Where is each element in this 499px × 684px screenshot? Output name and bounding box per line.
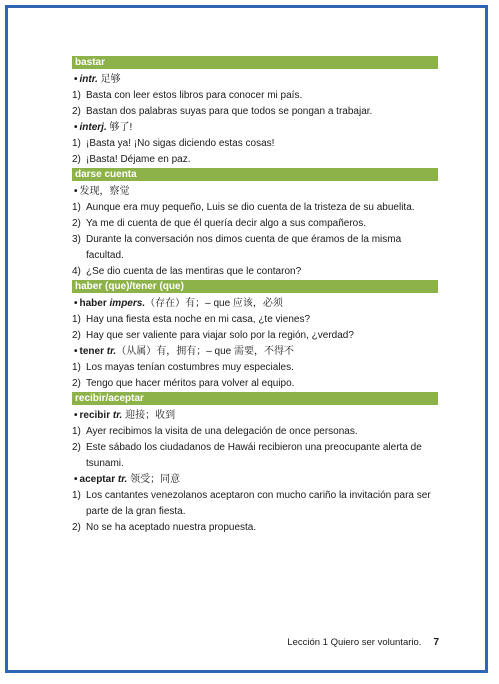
example-sentence: 1) Ayer recibimos la visita de una delegación de once personas. (72, 426, 358, 437)
example-sentence: 1) Basta con leer estos libros para conocer mi país. (72, 90, 303, 101)
example-sentence: 2) Ya me di cuenta de que él quería decir algo a sus compañeros. (72, 218, 366, 229)
example-sentence: 1) Los cantantes venezolanos aceptaron con mucho cariño la invitación para ser parte de la gran fiesta. (72, 490, 431, 517)
part-of-speech: interj. (79, 122, 107, 133)
example-sentence: 2) Tengo que hacer méritos para volver al equipo. (72, 378, 295, 389)
part-of-speech: tr. (112, 410, 123, 421)
page-number: 7 (433, 637, 439, 648)
gloss: 足够 (97, 74, 121, 85)
headword: tener (79, 346, 104, 357)
entry-heading (72, 184, 438, 200)
gloss: 领受；同意 (127, 474, 181, 485)
page-footer (287, 637, 439, 648)
bullet: • (74, 122, 78, 133)
bullet: • (74, 186, 78, 197)
gloss: 发现，察觉 (79, 186, 130, 197)
lesson-title: Lección 1 Quiero ser voluntario. (287, 637, 422, 648)
bullet: • (74, 474, 78, 485)
example-sentence: 2) Hay que ser valiente para viajar solo por la región, ¿verdad? (72, 330, 354, 341)
gloss: （从属）有，拥有；– que 需要，不得不 (116, 346, 295, 357)
gloss: 迎接；收到 (122, 410, 176, 421)
headword: aceptar (79, 474, 116, 485)
entry-heading (72, 408, 438, 424)
example-sentence: 1) Aunque era muy pequeño, Luis se dio cuenta de la tristeza de su abuelita. (72, 202, 415, 213)
section-header-recibir-aceptar: recibir/aceptar (72, 392, 438, 405)
entry-heading (72, 472, 438, 488)
part-of-speech: tr. (106, 346, 117, 357)
gloss: （存在）有；– que 应该，必须 (145, 298, 283, 309)
part-of-speech: intr. (79, 74, 98, 85)
example-sentence: 2) No se ha aceptado nuestra propuesta. (72, 522, 257, 533)
example-sentence: 1) ¡Basta ya! ¡No sigas diciendo estas cosas! (72, 138, 275, 149)
headword: recibir (79, 410, 111, 421)
headword: haber (79, 298, 107, 309)
example-sentence: 3) Durante la conversación nos dimos cuenta de que éramos de la misma facultad. (72, 234, 402, 261)
bullet: • (74, 346, 78, 357)
example-sentence: 2) ¡Basta! Déjame en paz. (72, 154, 191, 165)
section-header-bastar: bastar (72, 56, 438, 69)
gloss: 够了! (106, 122, 133, 133)
example-sentence: 4) ¿Se dio cuenta de las mentiras que le contaron? (72, 266, 302, 277)
example-sentence: 1) Los mayas tenían costumbres muy especiales. (72, 362, 294, 373)
entry-heading (72, 296, 438, 312)
example-sentence: 1) Hay una fiesta esta noche en mi casa, ¿te vienes? (72, 314, 311, 325)
part-of-speech: tr. (117, 474, 128, 485)
example-sentence: 2) Este sábado los ciudadanos de Hawái recibieron una preocupante alerta de tsunami. (72, 442, 422, 469)
example-sentence: 2) Bastan dos palabras suyas para que todos se pongan a trabajar. (72, 106, 373, 117)
section-header-haber-tener: haber (que)/tener (que) (72, 280, 438, 293)
bullet: • (74, 74, 78, 85)
entry-heading (72, 120, 438, 136)
section-header-darse-cuenta: darse cuenta (72, 168, 438, 181)
entry-heading (72, 344, 438, 360)
part-of-speech: impers. (109, 298, 146, 309)
vocabulary-content (72, 56, 438, 536)
entry-heading (72, 72, 438, 88)
bullet: • (74, 410, 78, 421)
bullet: • (74, 298, 78, 309)
